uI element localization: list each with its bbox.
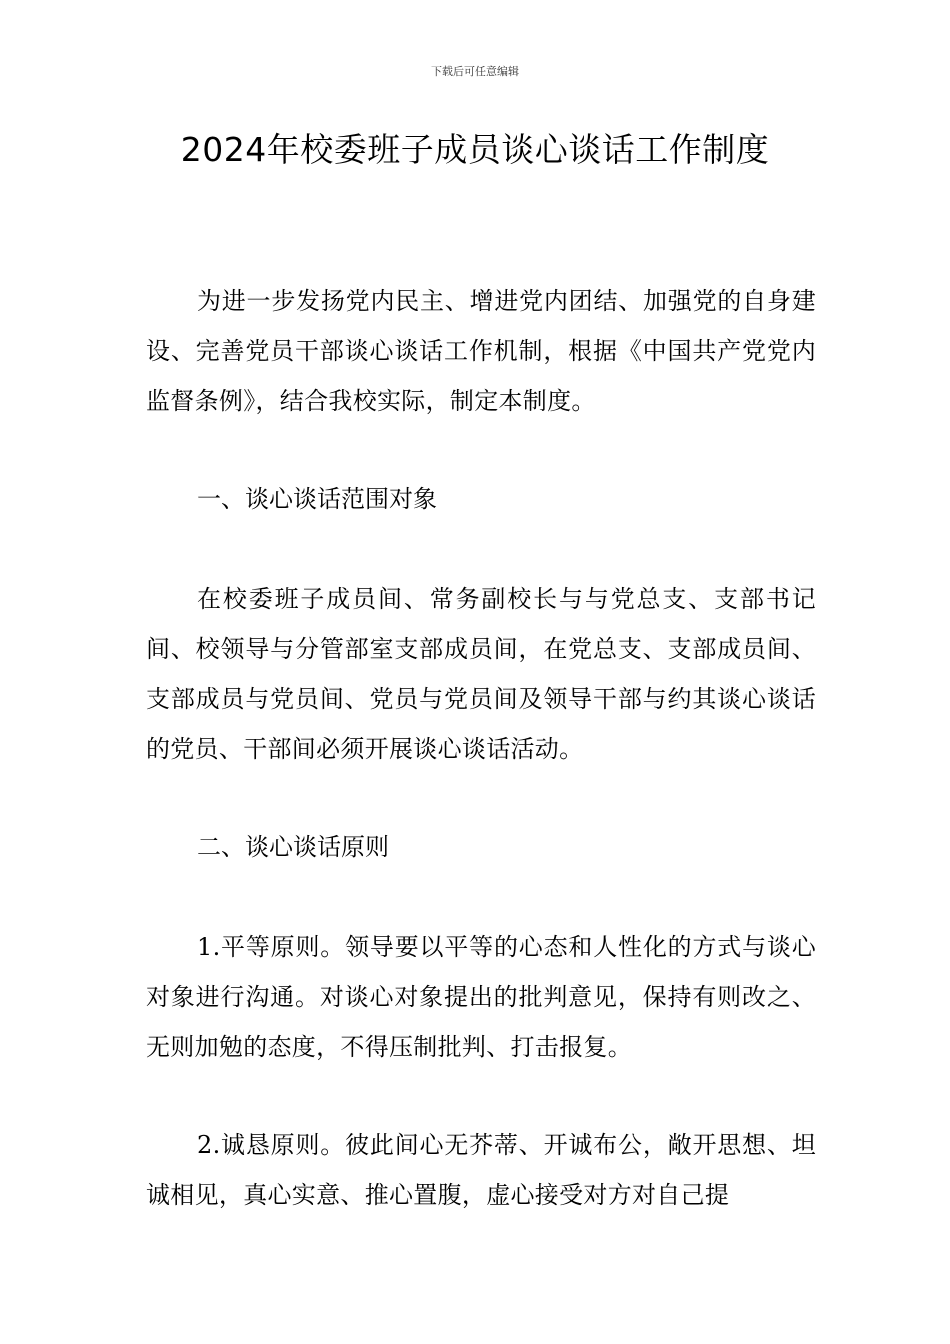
document-title: 2024年校委班子成员谈心谈话工作制度	[180, 130, 770, 169]
header-note: 下载后可任意编辑	[431, 65, 519, 78]
section-heading-scope: 一、谈心谈话范围对象	[197, 485, 437, 513]
intro-paragraph: 为进一步发扬党内民主、增进党内团结、加强党的自身建设、完善党员干部谈心谈话工作机制，根据《中国共产党党内监督条例》，结合我校实际，制定本制度。	[146, 287, 816, 415]
section-scope-body: 在校委班子成员间、常务副校长与与党总支、支部书记间、校领导与分管部室支部成员间，在党总支、支部成员间、支部成员与党员间、党员与党员间及领导干部与约其谈心谈话的党员、干部间必须开展谈心谈话活动。	[146, 585, 816, 763]
section-heading-principles: 二、谈心谈话原则	[197, 833, 389, 861]
principle-equality: 1.平等原则。领导要以平等的心态和人性化的方式与谈心对象进行沟通。对谈心对象提出的批判意见，保持有则改之、无则加勉的态度，不得压制批判、打击报复。	[146, 933, 816, 1061]
principle-sincerity: 2.诚恳原则。彼此间心无芥蒂、开诚布公，敞开思想、坦诚相见，真心实意、推心置腹，虚心接受对方对自己提	[146, 1131, 816, 1209]
